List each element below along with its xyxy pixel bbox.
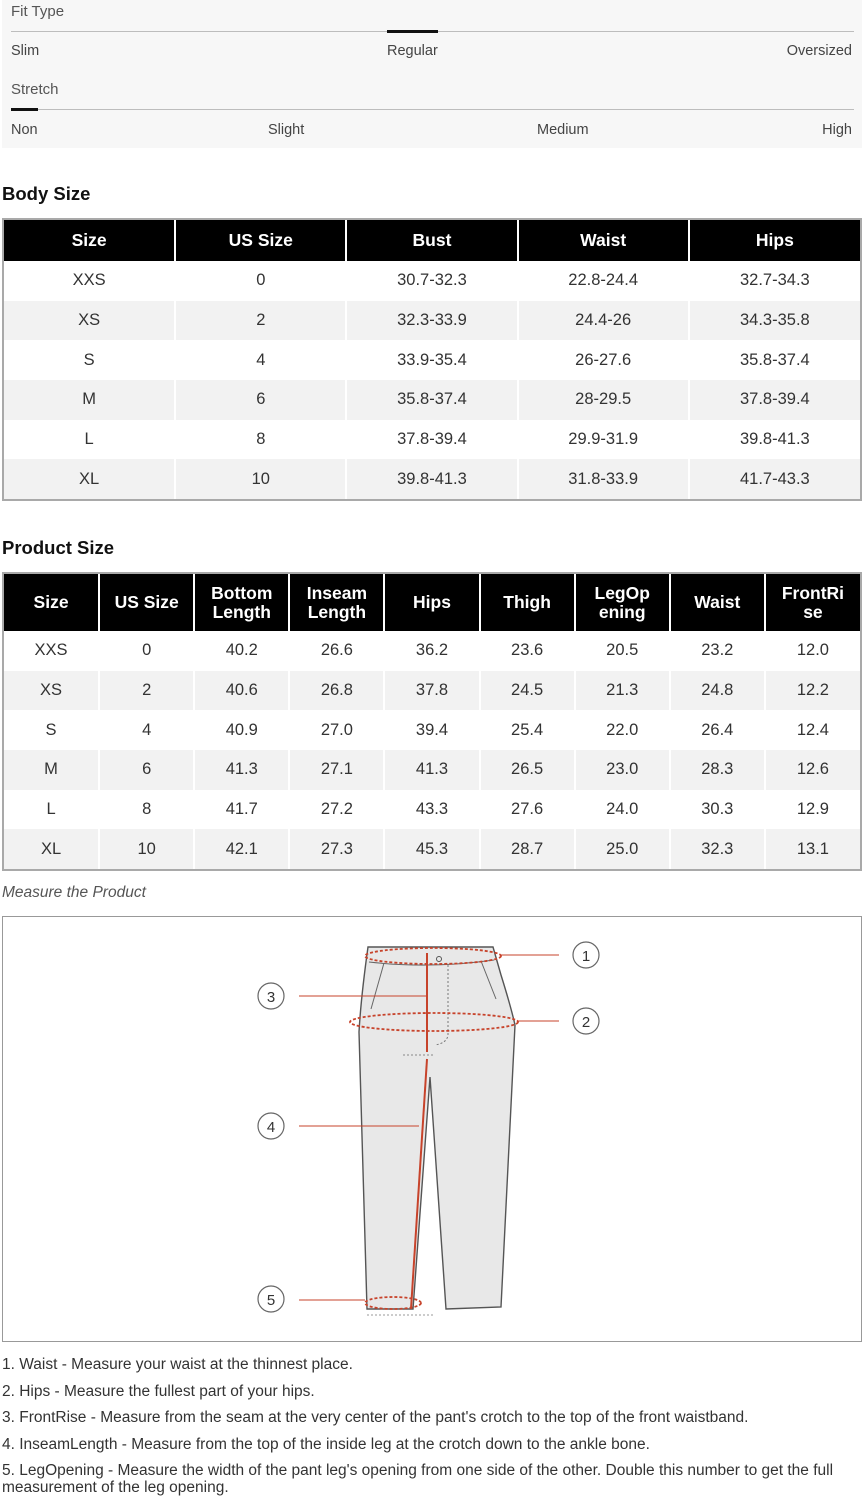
fit-type-indicator: [387, 30, 438, 33]
col-header-bust: Bust: [346, 220, 517, 261]
table-cell: 28.7: [480, 829, 575, 869]
table-cell: S: [4, 710, 99, 750]
table-cell: 37.8-39.4: [346, 420, 517, 460]
marker-5: [258, 1286, 284, 1312]
table-cell: M: [4, 380, 175, 420]
note-front-rise: 3. FrontRise - Measure from the seam at the very center of the pant's crotch to the top of the front waistband.: [2, 1409, 749, 1426]
stretch-scale: [11, 109, 854, 110]
product-size-table: [2, 572, 862, 871]
table-row: [4, 459, 860, 499]
table-cell: XXS: [4, 261, 175, 301]
marker-2: [573, 1008, 599, 1034]
table-cell: 25.0: [575, 829, 670, 869]
table-cell: L: [4, 420, 175, 460]
pants-outline: [359, 947, 515, 1309]
header-line: LegOp: [594, 583, 650, 604]
table-cell: XXS: [4, 631, 99, 671]
table-cell: 41.3: [384, 750, 479, 790]
product-size-title: Product Size: [2, 537, 115, 558]
table-cell: 4: [99, 710, 194, 750]
col-header-front-rise: [765, 574, 860, 631]
table-cell: 41.7: [194, 790, 289, 830]
col-header-waist: Waist: [518, 220, 689, 261]
marker-1-label: 1: [581, 948, 591, 965]
table-cell: 10: [99, 829, 194, 869]
table-cell: 8: [175, 420, 346, 460]
header-line: Length: [307, 601, 367, 622]
table-cell: 35.8-37.4: [346, 380, 517, 420]
product-size-header-row: [4, 574, 860, 631]
table-cell: 12.2: [765, 671, 860, 711]
table-cell: 39.8-41.3: [346, 459, 517, 499]
header-line: US Size: [114, 592, 179, 613]
table-cell: 40.6: [194, 671, 289, 711]
table-row: [4, 301, 860, 341]
table-cell: 8: [99, 790, 194, 830]
table-cell: 10: [175, 459, 346, 499]
table-row: [4, 710, 860, 750]
col-header-thigh: [480, 574, 575, 631]
measurement-notes: [2, 1356, 860, 1500]
note-hips: 2. Hips - Measure the fullest part of your hips.: [2, 1382, 315, 1400]
header-line: FrontRi: [781, 583, 845, 604]
fit-type-label-regular: Regular: [387, 43, 438, 59]
table-row: [4, 420, 860, 460]
table-cell: 20.5: [575, 631, 670, 671]
table-row: [4, 750, 860, 790]
stretch-label-medium: Medium: [537, 122, 589, 138]
measurement-diagram: [2, 916, 862, 1342]
table-cell: 6: [175, 380, 346, 420]
table-cell: 27.3: [289, 829, 384, 869]
table-cell: 12.9: [796, 800, 829, 819]
marker-5-label: 5: [266, 1292, 276, 1309]
table-cell: 4: [175, 340, 346, 380]
table-cell: 27.0: [289, 710, 384, 750]
col-header-bottom-length: [194, 574, 289, 631]
table-cell: 30.3: [670, 790, 765, 830]
col-header-hips: Hips: [689, 220, 860, 261]
table-cell: 28.3: [670, 750, 765, 790]
table-cell: 32.3: [670, 829, 765, 869]
header-line: Size: [33, 592, 69, 613]
table-cell: 27.6: [480, 790, 575, 830]
col-header-leg-opening: [575, 574, 670, 631]
col-header-waist: [670, 574, 765, 631]
table-cell: 29.9-31.9: [518, 420, 689, 460]
marker-1: [573, 942, 599, 968]
table-cell: 24.0: [575, 790, 670, 830]
stretch-indicator: [11, 108, 38, 111]
header-line: Waist: [694, 592, 741, 613]
header-line: Thigh: [503, 592, 551, 613]
table-cell: L: [4, 790, 99, 830]
table-cell: 25.4: [480, 710, 575, 750]
table-cell: 26.6: [289, 631, 384, 671]
table-cell: 24.8: [670, 671, 765, 711]
header-line: Length: [212, 601, 271, 622]
table-cell: 30.7-32.3: [346, 261, 517, 301]
table-row: [4, 340, 860, 380]
table-row: [4, 790, 860, 830]
col-header-us-size: US Size: [175, 220, 346, 261]
col-header-hips: [384, 574, 479, 631]
table-cell: 45.3: [384, 829, 479, 869]
table-cell: 26.5: [480, 750, 575, 790]
table-cell: XL: [4, 459, 175, 499]
note-inseam-length: 4. InseamLength - Measure from the top of the inside leg at the crotch down to the ankle bone.: [2, 1435, 650, 1453]
table-cell: 31.8-33.9: [518, 459, 689, 499]
table-cell: 26-27.6: [518, 340, 689, 380]
table-cell: 27.2: [289, 790, 384, 830]
table-cell: 32.3-33.9: [346, 301, 517, 341]
table-cell: 12.4: [796, 720, 829, 739]
table-cell: 23.6: [480, 631, 575, 671]
table-cell: 23.2: [670, 631, 765, 671]
table-cell: XL: [4, 829, 99, 869]
table-cell: 22.8-24.4: [518, 261, 689, 301]
table-cell: 40.9: [194, 710, 289, 750]
marker-2-label: 2: [581, 1014, 591, 1031]
table-cell: 42.1: [194, 829, 289, 869]
col-header-us-size: [99, 574, 194, 631]
measure-caption: Measure the Product: [2, 884, 146, 901]
marker-3-label: 3: [266, 989, 276, 1006]
table-cell: 41.3: [194, 750, 289, 790]
col-header-size: Size: [4, 220, 175, 261]
table-cell: 35.8-37.4: [740, 350, 810, 369]
col-header-size: [4, 574, 99, 631]
marker-4: [258, 1113, 284, 1139]
table-cell: 23.0: [575, 750, 670, 790]
pants-diagram: [3, 917, 861, 1341]
fit-type-title: Fit Type: [11, 3, 65, 20]
table-cell: 32.7-34.3: [740, 271, 810, 290]
body-size-header-row: [4, 220, 860, 261]
table-cell: 39.4: [384, 710, 479, 750]
header-line: Inseam: [306, 583, 368, 604]
table-row: [4, 261, 860, 301]
table-cell: 6: [99, 750, 194, 790]
body-size-table: [2, 218, 862, 501]
table-cell: XS: [4, 671, 99, 711]
fit-stretch-panel: [2, 0, 862, 148]
table-cell: 41.7-43.3: [689, 459, 860, 499]
table-cell: 0: [99, 631, 194, 671]
stretch-label-slight: Slight: [268, 122, 305, 138]
table-cell: 27.1: [289, 750, 384, 790]
marker-3: [258, 983, 284, 1009]
table-cell: 34.3-35.8: [689, 301, 860, 341]
fit-type-label-slim: Slim: [11, 43, 40, 59]
body-size-title: Body Size: [2, 183, 91, 204]
marker-4-label: 4: [266, 1119, 276, 1136]
table-cell: XS: [4, 301, 175, 341]
table-cell: 26.4: [670, 710, 765, 750]
fit-type-label-oversized: Oversized: [786, 43, 852, 59]
table-cell: 26.8: [289, 671, 384, 711]
header-line: ening: [598, 601, 646, 622]
table-cell: 43.3: [384, 790, 479, 830]
table-cell: S: [4, 340, 175, 380]
note-waist: 1. Waist - Measure your waist at the thinnest place.: [2, 1356, 353, 1373]
stretch-label-high: High: [822, 122, 852, 138]
table-cell: 2: [99, 671, 194, 711]
table-cell: 2: [175, 301, 346, 341]
stretch-title: Stretch: [11, 81, 59, 98]
header-line: Bottom: [211, 583, 273, 604]
header-line: Hips: [413, 592, 451, 613]
table-cell: 22.0: [575, 710, 670, 750]
table-row: [4, 829, 860, 869]
table-cell: 28-29.5: [518, 380, 689, 420]
table-cell: 37.8: [384, 671, 479, 711]
table-cell: M: [4, 750, 99, 790]
table-cell: 24.5: [480, 671, 575, 711]
stretch-label-non: Non: [11, 122, 38, 138]
table-cell: 0: [175, 261, 346, 301]
table-row: [4, 631, 860, 671]
table-cell: 33.9-35.4: [346, 340, 517, 380]
header-line: se: [803, 601, 823, 622]
table-cell: 24.4-26: [518, 301, 689, 341]
table-cell: 21.3: [575, 671, 670, 711]
col-header-inseam-length: [289, 574, 384, 631]
note-leg-opening: 5. LegOpening - Measure the width of the pant leg's opening from one side of the other. Double this number to get the full measurement of the leg opening.: [2, 1462, 834, 1496]
table-cell: 36.2: [384, 631, 479, 671]
table-cell: 37.8-39.4: [689, 380, 860, 420]
table-cell: 39.8-41.3: [740, 430, 810, 449]
table-cell: 13.1: [765, 829, 860, 869]
table-row: [4, 380, 860, 420]
table-row: [4, 671, 860, 711]
table-cell: 40.2: [194, 631, 289, 671]
table-cell: 12.0: [796, 641, 829, 660]
table-cell: 12.6: [765, 750, 860, 790]
